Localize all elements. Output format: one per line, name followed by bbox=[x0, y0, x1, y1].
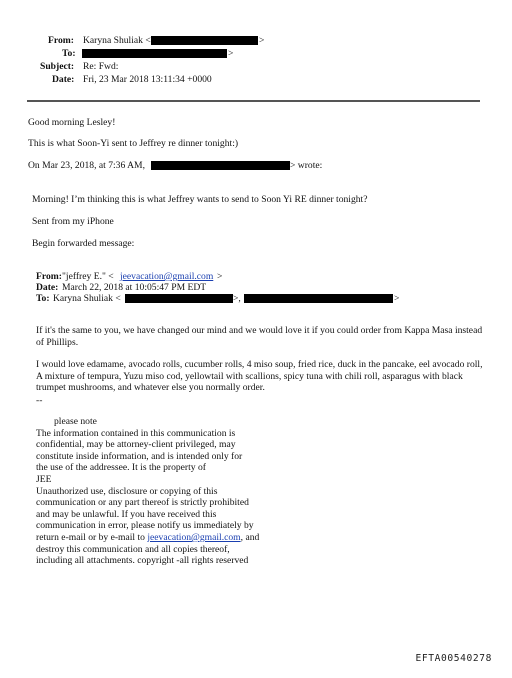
header-from-label: From: bbox=[48, 35, 74, 46]
notice-line: including all attachments. copyright -all rights reserved bbox=[36, 555, 249, 567]
header-from-close: > bbox=[259, 35, 265, 46]
redaction-block bbox=[244, 294, 393, 303]
redaction-block bbox=[125, 294, 233, 303]
notice-email-link[interactable]: jeevacation@gmail.com bbox=[147, 531, 241, 543]
fwd-to-value: Karyna Shuliak < bbox=[53, 293, 121, 304]
notice-line: destroy this communication and all copies thereof, bbox=[36, 543, 230, 555]
notice-line: Unauthorized use, disclosure or copying of this bbox=[36, 485, 218, 497]
confidentiality-notice bbox=[36, 416, 296, 567]
notice-line: confidential, may be attorney-client privileged, may bbox=[36, 439, 236, 451]
header-date-label: Date: bbox=[52, 74, 75, 85]
fwd-date-label: Date: bbox=[36, 282, 59, 293]
body-line: This is what Soon-Yi sent to Jeffrey re dinner tonight:) bbox=[28, 138, 239, 149]
fwd-to-label: To: bbox=[36, 293, 50, 304]
fwd-from-name: "jeffrey E." < bbox=[62, 271, 114, 282]
header-to-close: > bbox=[228, 48, 234, 59]
fwd-to-close: > bbox=[394, 293, 400, 304]
fwd-from-email-link[interactable]: jeevacation@gmail.com bbox=[120, 271, 214, 282]
message-paragraph: I would love edamame, avocado rolls, cucumber rolls, 4 miso soup, fried rice, duck in the pancake, eel avocado roll, A mixture of tempura, Yuzu miso cod, yellowtail with scallions, spicy tuna with chili roll, asparagus with black trumpet mushrooms, and whatever else you normally order. bbox=[36, 359, 483, 394]
notice-line: the use of the addressee. It is the property of bbox=[36, 462, 206, 474]
message-paragraph: If it's the same to you, we have changed our mind and we would love it if you could order from Kappa Masa instead of Phillips. bbox=[36, 325, 483, 348]
fwd-date-value: March 22, 2018 at 10:05:47 PM EDT bbox=[62, 282, 207, 293]
notice-text: , and bbox=[240, 531, 260, 543]
fwd-to-sep: >, bbox=[233, 293, 241, 304]
quoted-line: Morning! I’m thinking this is what Jeffrey wants to send to Soon Yi RE dinner tonight? bbox=[32, 194, 368, 205]
notice-line: please note bbox=[54, 416, 97, 427]
header-from-value: Karyna Shuliak < bbox=[83, 35, 151, 46]
signature-dash: -- bbox=[36, 395, 43, 406]
redaction-block bbox=[151, 36, 258, 45]
header-date-value: Fri, 23 Mar 2018 13:11:34 +0000 bbox=[83, 74, 212, 85]
notice-line: JEE bbox=[36, 473, 52, 485]
header-divider bbox=[27, 100, 480, 102]
notice-line: The information contained in this communication is bbox=[36, 427, 236, 439]
notice-line: constitute inside information, and is intended only for bbox=[36, 450, 243, 462]
header-to-label: To: bbox=[62, 48, 76, 59]
header-subject-value: Re: Fwd: bbox=[83, 61, 119, 72]
header-subject-label: Subject: bbox=[40, 61, 75, 72]
redaction-block bbox=[151, 161, 290, 170]
fwd-from-label: From: bbox=[36, 271, 62, 282]
quote-intro-end: > wrote: bbox=[290, 160, 323, 171]
notice-line: communication or any part thereof is strictly prohibited bbox=[36, 497, 249, 509]
notice-line bbox=[36, 532, 296, 544]
quote-intro: On Mar 23, 2018, at 7:36 AM, bbox=[28, 160, 145, 171]
notice-text: return e-mail or by e-mail to bbox=[36, 531, 148, 543]
notice-line: communication in error, please notify us immediately by bbox=[36, 520, 254, 532]
redaction-block bbox=[82, 49, 227, 58]
sent-from-line: Sent from my iPhone bbox=[32, 216, 114, 227]
notice-line: and may be unlawful. If you have received this bbox=[36, 508, 217, 520]
bates-number: EFTA00540278 bbox=[415, 653, 492, 664]
forwarded-line: Begin forwarded message: bbox=[32, 238, 135, 249]
greeting-text: Good morning Lesley! bbox=[28, 117, 116, 128]
fwd-from-close: > bbox=[217, 271, 223, 282]
